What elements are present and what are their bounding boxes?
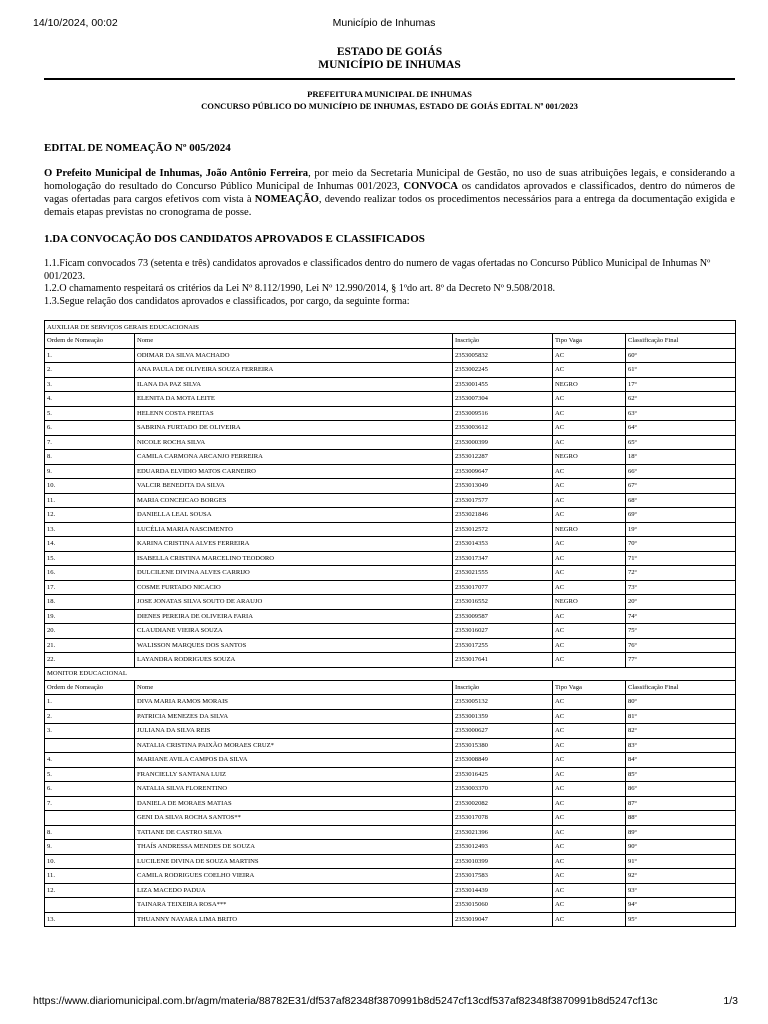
cell-tipo: AC xyxy=(553,464,626,479)
cell-classificacao: 83º xyxy=(626,738,736,753)
state-name: ESTADO DE GOIÁS xyxy=(336,46,443,58)
table-row xyxy=(45,464,736,479)
section-title: 1.DA CONVOCAÇÃO DOS CANDIDATOS APROVADOS E CLASSIFICADOS xyxy=(44,233,425,245)
intro-prefeito: O Prefeito Municipal de Inhumas, João Antônio Ferreira xyxy=(44,168,309,179)
cell-tipo: AC xyxy=(553,609,626,624)
cell-ordem: 5. xyxy=(45,406,135,421)
column-header-ordem: Ordem de Nomeação xyxy=(45,680,135,695)
table-row xyxy=(45,638,736,653)
cell-inscricao: 2353009587 xyxy=(453,609,553,624)
cell-inscricao: 2353012287 xyxy=(453,450,553,465)
table-row xyxy=(45,406,736,421)
cell-inscricao: 2353014439 xyxy=(453,883,553,898)
table-row xyxy=(45,898,736,913)
table-row xyxy=(45,653,736,668)
cell-tipo: AC xyxy=(553,912,626,927)
cell-nome: THAÍS ANDRESSA MENDES DE SOUZA xyxy=(135,840,453,855)
cell-ordem: 10. xyxy=(45,854,135,869)
cell-inscricao: 2353017347 xyxy=(453,551,553,566)
cell-inscricao: 2353002245 xyxy=(453,363,553,378)
cell-ordem: 16. xyxy=(45,566,135,581)
cell-tipo: AC xyxy=(553,767,626,782)
cell-ordem: 8. xyxy=(45,825,135,840)
table-row xyxy=(45,825,736,840)
cell-tipo: NEGRO xyxy=(553,377,626,392)
cell-ordem: 13. xyxy=(45,912,135,927)
cell-tipo: AC xyxy=(553,753,626,768)
cell-ordem: 6. xyxy=(45,782,135,797)
cell-nome: MARIA CONCEICAO BORGES xyxy=(135,493,453,508)
table-row xyxy=(45,796,736,811)
intro-part1: , por meio da Secretaria Municipal de Gestão, no uso de suas atribuições legais, e considerando a homologação do resultado do Concurso Público Municipal de Inhumas 001/2023, xyxy=(44,168,735,192)
cell-classificacao: 19º xyxy=(626,522,736,537)
cell-ordem: 1. xyxy=(45,695,135,710)
cell-tipo: AC xyxy=(553,435,626,450)
cell-classificacao: 93º xyxy=(626,883,736,898)
cell-inscricao: 2353017641 xyxy=(453,653,553,668)
column-header-inscricao: Inscrição xyxy=(453,680,553,695)
cell-tipo: AC xyxy=(553,653,626,668)
cell-ordem: 21. xyxy=(45,638,135,653)
cell-nome: LAYANDRA RODRIGUES SOUZA xyxy=(135,653,453,668)
table-row xyxy=(45,753,736,768)
cell-classificacao: 88º xyxy=(626,811,736,826)
cell-inscricao: 2353021396 xyxy=(453,825,553,840)
cell-nome: DIENES PEREIRA DE OLIVEIRA FARIA xyxy=(135,609,453,624)
cell-inscricao: 2353008849 xyxy=(453,753,553,768)
cell-inscricao: 2353015060 xyxy=(453,898,553,913)
cell-classificacao: 60º xyxy=(626,348,736,363)
cell-nome: CAMILA RODRIGUES COELHO VIEIRA xyxy=(135,869,453,884)
cell-nome: JULIANA DA SILVA REIS xyxy=(135,724,453,739)
cell-inscricao: 2353005832 xyxy=(453,348,553,363)
cell-nome: DANIELA DE MORAES MATIAS xyxy=(135,796,453,811)
table-row xyxy=(45,840,736,855)
cell-classificacao: 18º xyxy=(626,450,736,465)
cell-ordem: 2. xyxy=(45,709,135,724)
table-row xyxy=(45,782,736,797)
cell-ordem: 8. xyxy=(45,450,135,465)
cell-inscricao: 2353015380 xyxy=(453,738,553,753)
cell-tipo: AC xyxy=(553,508,626,523)
cell-ordem: 11. xyxy=(45,493,135,508)
cell-tipo: AC xyxy=(553,421,626,436)
cell-inscricao: 2353016552 xyxy=(453,595,553,610)
cell-classificacao: 17º xyxy=(626,377,736,392)
table-row xyxy=(45,883,736,898)
column-header-row xyxy=(45,334,736,349)
cell-classificacao: 80º xyxy=(626,695,736,710)
cell-inscricao: 2353016425 xyxy=(453,767,553,782)
cell-inscricao: 2353017078 xyxy=(453,811,553,826)
table-row xyxy=(45,767,736,782)
candidates-table-body xyxy=(45,321,736,927)
cell-tipo: AC xyxy=(553,638,626,653)
cell-inscricao: 2353002082 xyxy=(453,796,553,811)
cell-ordem: 1. xyxy=(45,348,135,363)
cell-classificacao: 84º xyxy=(626,753,736,768)
column-header-classificacao: Classificação Final xyxy=(626,680,736,695)
cell-classificacao: 76º xyxy=(626,638,736,653)
header-divider xyxy=(44,78,735,80)
cell-classificacao: 69º xyxy=(626,508,736,523)
cell-inscricao: 2353017077 xyxy=(453,580,553,595)
cell-nome: DULCILENE DIVINA ALVES CARRIJO xyxy=(135,566,453,581)
cell-inscricao: 2353003370 xyxy=(453,782,553,797)
cell-nome: COSME FURTADO NICACIO xyxy=(135,580,453,595)
cell-inscricao: 2353021555 xyxy=(453,566,553,581)
cell-tipo: AC xyxy=(553,406,626,421)
table-row xyxy=(45,609,736,624)
cell-ordem: 4. xyxy=(45,753,135,768)
cell-tipo: AC xyxy=(553,883,626,898)
cell-tipo: AC xyxy=(553,782,626,797)
cell-nome: CLAUDIANE VIEIRA SOUZA xyxy=(135,624,453,639)
candidates-table xyxy=(44,320,736,927)
cell-classificacao: 85º xyxy=(626,767,736,782)
table-row xyxy=(45,811,736,826)
document-state-header xyxy=(44,46,735,72)
item-1-1: 1.1.Ficam convocados 73 (setenta e três) candidatos aprovados e classificados dentro do numero de vagas ofertadas no Concurso Público Municipal de Inhumas Nº 001/2023. xyxy=(44,258,711,282)
cell-inscricao: 2353001359 xyxy=(453,709,553,724)
cell-ordem: 2. xyxy=(45,363,135,378)
cell-inscricao: 2353017583 xyxy=(453,869,553,884)
cell-inscricao: 2353017577 xyxy=(453,493,553,508)
cell-inscricao: 2353014353 xyxy=(453,537,553,552)
column-header-inscricao: Inscrição xyxy=(453,334,553,349)
cell-nome: ANA PAULA DE OLIVEIRA SOUZA FERREIRA xyxy=(135,363,453,378)
cell-classificacao: 94º xyxy=(626,898,736,913)
cell-tipo: NEGRO xyxy=(553,522,626,537)
cell-nome: NICOLE ROCHA SILVA xyxy=(135,435,453,450)
cell-ordem xyxy=(45,738,135,753)
cell-tipo: AC xyxy=(553,695,626,710)
cell-tipo: AC xyxy=(553,738,626,753)
cell-inscricao: 2353001455 xyxy=(453,377,553,392)
cell-inscricao: 2353010399 xyxy=(453,854,553,869)
category-title: AUXILIAR DE SERVIÇOS GERAIS EDUCACIONAIS xyxy=(45,321,736,334)
column-header-ordem: Ordem de Nomeação xyxy=(45,334,135,349)
column-header-classificacao: Classificação Final xyxy=(626,334,736,349)
table-row xyxy=(45,551,736,566)
cell-tipo: AC xyxy=(553,551,626,566)
cell-nome: GENI DA SILVA ROCHA SANTOS** xyxy=(135,811,453,826)
cell-classificacao: 20º xyxy=(626,595,736,610)
table-row xyxy=(45,854,736,869)
print-page-number: 1/3 xyxy=(723,995,738,1007)
cell-tipo: AC xyxy=(553,493,626,508)
cell-tipo: AC xyxy=(553,709,626,724)
category-title: MONITOR EDUCACIONAL xyxy=(45,667,736,680)
column-header-row xyxy=(45,680,736,695)
table-row xyxy=(45,912,736,927)
municipality-name: MUNICÍPIO DE INHUMAS xyxy=(318,59,461,71)
cell-tipo: AC xyxy=(553,825,626,840)
print-datetime: 14/10/2024, 00:02 xyxy=(33,17,118,29)
cell-tipo: AC xyxy=(553,624,626,639)
cell-nome: FRANCIELLY SANTANA LUIZ xyxy=(135,767,453,782)
cell-inscricao: 2353003612 xyxy=(453,421,553,436)
intro-part2: os candidatos aprovados e classificados, dentro do números de vagas ofertadas para cargos efetivos com vista à xyxy=(44,181,735,205)
cell-tipo: AC xyxy=(553,566,626,581)
table-row xyxy=(45,450,736,465)
cell-classificacao: 71º xyxy=(626,551,736,566)
cell-classificacao: 67º xyxy=(626,479,736,494)
cell-ordem: 7. xyxy=(45,435,135,450)
cell-classificacao: 87º xyxy=(626,796,736,811)
cell-classificacao: 61º xyxy=(626,363,736,378)
edital-title: EDITAL DE NOMEAÇÃO Nº 005/2024 xyxy=(44,142,231,154)
table-row xyxy=(45,522,736,537)
cell-tipo: AC xyxy=(553,392,626,407)
cell-classificacao: 82º xyxy=(626,724,736,739)
intro-convoca: CONVOCA xyxy=(403,181,459,192)
cell-classificacao: 95º xyxy=(626,912,736,927)
cell-nome: EDUARDA ELVIDIO MATOS CARNEIRO xyxy=(135,464,453,479)
concurso-title: CONCURSO PÚBLICO DO MUNICÍPIO DE INHUMAS, ESTADO DE GOIÁS EDITAL Nº 001/2023 xyxy=(201,101,578,111)
cell-tipo: AC xyxy=(553,348,626,363)
cell-tipo: AC xyxy=(553,840,626,855)
cell-inscricao: 2353005132 xyxy=(453,695,553,710)
cell-ordem: 14. xyxy=(45,537,135,552)
item-1-2: 1.2.O chamamento respeitará os critérios da Lei Nº 8.112/1990, Lei Nº 12.990/2014, § 1ºdo art. 8º da Decreto Nº 9.508/2018. xyxy=(44,283,556,294)
table-row xyxy=(45,566,736,581)
cell-nome: NATALIA CRISTINA PAIXÃO MORAES CRUZ* xyxy=(135,738,453,753)
cell-ordem: 19. xyxy=(45,609,135,624)
cell-classificacao: 92º xyxy=(626,869,736,884)
cell-classificacao: 86º xyxy=(626,782,736,797)
cell-inscricao: 2353012493 xyxy=(453,840,553,855)
cell-tipo: AC xyxy=(553,724,626,739)
print-header xyxy=(0,0,768,29)
cell-ordem: 13. xyxy=(45,522,135,537)
cell-classificacao: 73º xyxy=(626,580,736,595)
cell-inscricao: 2353012572 xyxy=(453,522,553,537)
cell-tipo: AC xyxy=(553,537,626,552)
cell-tipo: NEGRO xyxy=(553,595,626,610)
table-row xyxy=(45,869,736,884)
cell-nome: DIVA MARIA RAMOS MORAIS xyxy=(135,695,453,710)
cell-tipo: AC xyxy=(553,811,626,826)
section-items xyxy=(44,258,735,308)
table-row xyxy=(45,363,736,378)
cell-nome: SABRINA FURTADO DE OLIVEIRA xyxy=(135,421,453,436)
cell-inscricao: 2353009516 xyxy=(453,406,553,421)
table-row xyxy=(45,377,736,392)
cell-nome: LUCILENE DIVINA DE SOUZA MARTINS xyxy=(135,854,453,869)
cell-ordem: 9. xyxy=(45,840,135,855)
cell-inscricao: 2353013049 xyxy=(453,479,553,494)
table-row xyxy=(45,580,736,595)
cell-tipo: AC xyxy=(553,479,626,494)
cell-ordem xyxy=(45,811,135,826)
cell-nome: JOSE JONATAS SILVA SOUTO DE ARAUJO xyxy=(135,595,453,610)
document-subheader xyxy=(44,88,735,112)
cell-ordem: 4. xyxy=(45,392,135,407)
table-row xyxy=(45,624,736,639)
cell-ordem: 10. xyxy=(45,479,135,494)
cell-nome: THUANNY NAYARA LIMA BRITO xyxy=(135,912,453,927)
cell-classificacao: 91º xyxy=(626,854,736,869)
cell-inscricao: 2353007304 xyxy=(453,392,553,407)
cell-inscricao: 2353016027 xyxy=(453,624,553,639)
cell-nome: NATALIA SILVA FLORENTINO xyxy=(135,782,453,797)
cell-nome: VALCIR BENEDITA DA SILVA xyxy=(135,479,453,494)
table-row xyxy=(45,709,736,724)
cell-nome: PATRICIA MENEZES DA SILVA xyxy=(135,709,453,724)
table-row xyxy=(45,695,736,710)
cell-ordem: 9. xyxy=(45,464,135,479)
table-row xyxy=(45,595,736,610)
table-row xyxy=(45,479,736,494)
cell-ordem: 3. xyxy=(45,724,135,739)
cell-classificacao: 65º xyxy=(626,435,736,450)
cell-ordem: 20. xyxy=(45,624,135,639)
cell-tipo: AC xyxy=(553,580,626,595)
cell-ordem: 17. xyxy=(45,580,135,595)
cell-classificacao: 70º xyxy=(626,537,736,552)
cell-ordem: 12. xyxy=(45,508,135,523)
print-page-title: Município de Inhumas xyxy=(332,17,436,29)
cell-nome: CAMILA CARMONA ARCANJO FERREIRA xyxy=(135,450,453,465)
cell-classificacao: 77º xyxy=(626,653,736,668)
table-row xyxy=(45,435,736,450)
cell-tipo: AC xyxy=(553,898,626,913)
cell-inscricao: 2353000627 xyxy=(453,724,553,739)
cell-ordem: 7. xyxy=(45,796,135,811)
cell-inscricao: 2353019047 xyxy=(453,912,553,927)
cell-inscricao: 2353000399 xyxy=(453,435,553,450)
cell-ordem: 15. xyxy=(45,551,135,566)
table-row xyxy=(45,392,736,407)
table-row xyxy=(45,493,736,508)
cell-nome: MARIANE AVILA CAMPOS DA SILVA xyxy=(135,753,453,768)
cell-nome: DANIELLA LEAL SOUSA xyxy=(135,508,453,523)
prefeitura-name: PREFEITURA MUNICIPAL DE INHUMAS xyxy=(307,89,472,99)
intro-paragraph xyxy=(44,167,735,219)
cell-ordem: 5. xyxy=(45,767,135,782)
table-row xyxy=(45,537,736,552)
cell-ordem: 6. xyxy=(45,421,135,436)
cell-classificacao: 62º xyxy=(626,392,736,407)
item-1-3: 1.3.Segue relação dos candidatos aprovados e classificados, por cargo, da seguinte forma: xyxy=(44,295,410,307)
table-row xyxy=(45,421,736,436)
print-url: https://www.diariomunicipal.com.br/agm/materia/88782E31/df537af82348f3870991b8d5247cf13cdf537af82348f3870991b8d5247cf13c xyxy=(33,995,658,1007)
cell-classificacao: 63º xyxy=(626,406,736,421)
column-header-nome: Nome xyxy=(135,680,453,695)
cell-nome: TAINARA TEIXEIRA ROSA*** xyxy=(135,898,453,913)
table-row xyxy=(45,738,736,753)
cell-ordem: 12. xyxy=(45,883,135,898)
intro-part3: , devendo realizar todos os procedimentos necessários para a entrega da documentação exigida e demais etapas previstas no cronograma de posse. xyxy=(44,194,735,218)
category-row xyxy=(45,667,736,680)
cell-nome: LUCÉLIA MARIA NASCIMENTO xyxy=(135,522,453,537)
column-header-nome: Nome xyxy=(135,334,453,349)
cell-tipo: AC xyxy=(553,363,626,378)
cell-classificacao: 68º xyxy=(626,493,736,508)
table-row xyxy=(45,348,736,363)
cell-classificacao: 90º xyxy=(626,840,736,855)
cell-nome: ELENITA DA MOTA LEITE xyxy=(135,392,453,407)
cell-tipo: AC xyxy=(553,796,626,811)
cell-classificacao: 74º xyxy=(626,609,736,624)
cell-nome: TATIANE DE CASTRO SILVA xyxy=(135,825,453,840)
cell-ordem: 11. xyxy=(45,869,135,884)
cell-inscricao: 2353017255 xyxy=(453,638,553,653)
cell-classificacao: 89º xyxy=(626,825,736,840)
cell-tipo: AC xyxy=(553,854,626,869)
cell-classificacao: 81º xyxy=(626,709,736,724)
category-row xyxy=(45,321,736,334)
cell-nome: WALISSON MARQUES DOS SANTOS xyxy=(135,638,453,653)
cell-classificacao: 66º xyxy=(626,464,736,479)
cell-inscricao: 2353021846 xyxy=(453,508,553,523)
cell-ordem: 18. xyxy=(45,595,135,610)
column-header-tipo: Tipo Vaga xyxy=(553,334,626,349)
cell-inscricao: 2353009647 xyxy=(453,464,553,479)
cell-classificacao: 72º xyxy=(626,566,736,581)
cell-ordem xyxy=(45,898,135,913)
cell-nome: KARINA CRISTINA ALVES FERREIRA xyxy=(135,537,453,552)
cell-nome: ILANA DA PAZ SILVA xyxy=(135,377,453,392)
cell-ordem: 22. xyxy=(45,653,135,668)
cell-classificacao: 64º xyxy=(626,421,736,436)
table-row xyxy=(45,508,736,523)
cell-classificacao: 75º xyxy=(626,624,736,639)
table-row xyxy=(45,724,736,739)
cell-tipo: NEGRO xyxy=(553,450,626,465)
cell-tipo: AC xyxy=(553,869,626,884)
cell-nome: ODIMAR DA SILVA MACHADO xyxy=(135,348,453,363)
cell-nome: HELENN COSTA FREITAS xyxy=(135,406,453,421)
cell-ordem: 3. xyxy=(45,377,135,392)
column-header-tipo: Tipo Vaga xyxy=(553,680,626,695)
cell-nome: LIZA MACEDO PADUA xyxy=(135,883,453,898)
intro-nomeacao: NOMEAÇÃO xyxy=(254,194,319,205)
cell-nome: ISABELLA CRISTINA MARCELINO TEODORO xyxy=(135,551,453,566)
